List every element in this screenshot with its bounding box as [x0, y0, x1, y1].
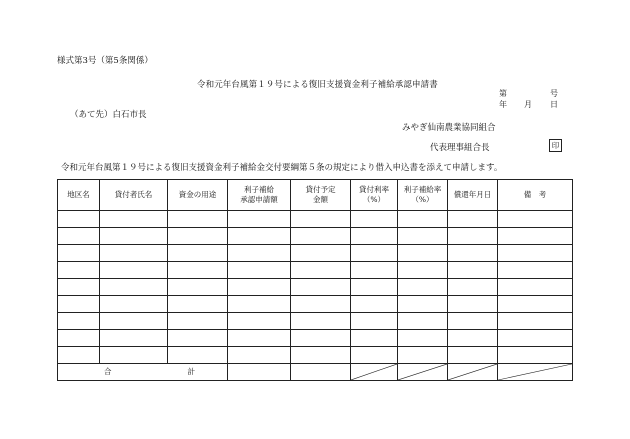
col-header-fund-purpose: 資金の用途: [168, 180, 228, 211]
document-title: 令和元年台風第１９号による復旧支援資金利子補給承認申請書: [197, 80, 438, 90]
total-subsidy-amount-cell[interactable]: [228, 364, 291, 381]
total-diagonal-cell: [448, 364, 498, 381]
total-label-cell: [58, 364, 228, 381]
form-number: 様式第3号（第5条関係）: [57, 56, 153, 66]
col-header-remarks: 備 考: [498, 180, 573, 211]
table-row: [58, 347, 573, 364]
table-row: [58, 211, 573, 228]
total-diagonal-cell: [398, 364, 448, 381]
total-loan-amount-cell[interactable]: [291, 364, 351, 381]
application-table: [57, 179, 573, 381]
seal-stamp-box: 印: [549, 139, 562, 152]
date-month-label: 月: [524, 100, 532, 109]
representative-title: 代表理事組合長: [430, 143, 490, 153]
table-header-row: [58, 180, 573, 211]
col-header-repayment-date: 償還年月日: [448, 180, 498, 211]
total-label-right: 計: [187, 367, 195, 376]
col-header-district: 地区名: [58, 180, 100, 211]
table-row: [58, 279, 573, 296]
table-row: [58, 330, 573, 347]
organization-name: みやぎ仙南農業協同組合: [402, 123, 496, 133]
addressee: （あて先）白石市長: [70, 110, 147, 120]
col-header-loan-amount: 貸付予定 金額: [291, 180, 351, 211]
table-row: [58, 296, 573, 313]
col-header-borrower-name: 貸付者氏名: [100, 180, 168, 211]
col-header-subsidy-amount: 利子補給 承認申請額: [228, 180, 291, 211]
table-row: [58, 262, 573, 279]
total-diagonal-cell: [498, 364, 573, 381]
total-diagonal-cell: [351, 364, 398, 381]
col-header-loan-rate: 貸付利率 （%）: [351, 180, 398, 211]
date-year-label: 年: [499, 100, 507, 109]
table-row: [58, 245, 573, 262]
total-label-left: 合: [104, 367, 112, 376]
number-label-go: 号: [550, 89, 558, 98]
table-row: [58, 313, 573, 330]
table-row: [58, 228, 573, 245]
application-statement: 令和元年台風第１９号による復旧支援資金利子補給金交付要綱第５条の規定により借入申込書を添えて申請します。: [61, 163, 503, 173]
table-total-row: [58, 364, 573, 381]
number-label-dai: 第: [499, 89, 507, 98]
date-day-label: 日: [550, 100, 558, 109]
col-header-subsidy-rate: 利子補給率 （%）: [398, 180, 448, 211]
